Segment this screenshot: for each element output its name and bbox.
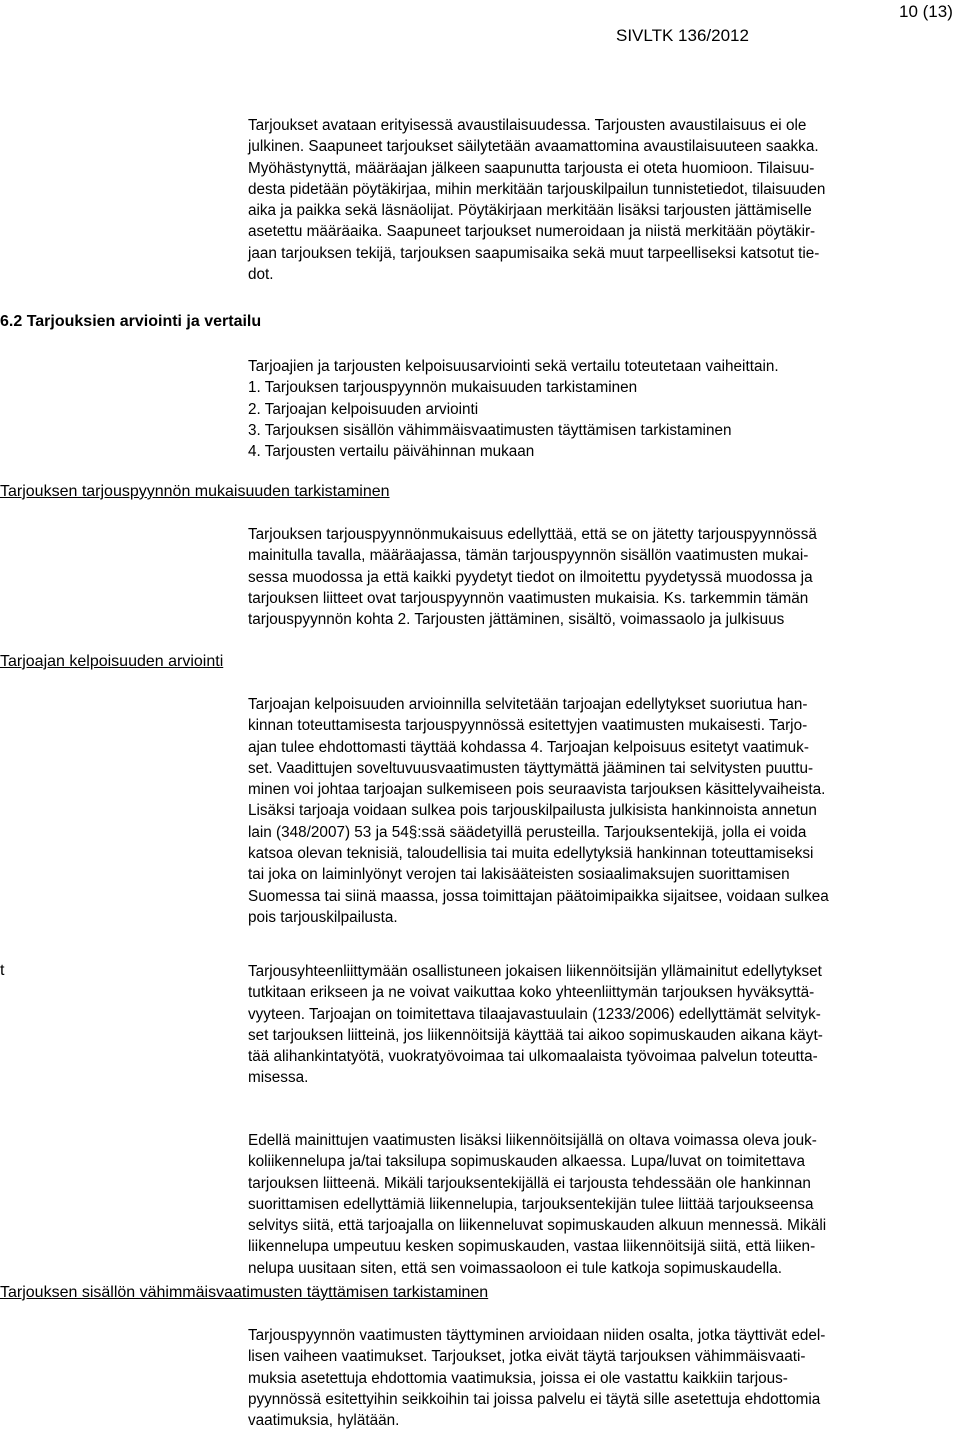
license-paragraph [248, 1130, 960, 1279]
text-line: selvitys siitä, että tarjoajalla on liikenneluvat sopimuskauden alkuun mennessä. Mikäli [248, 1217, 827, 1235]
text-line: nelupa uusitaan siten, että sen voimassaoloon ei tule katkoja sopimuskaudella. [248, 1259, 783, 1277]
text-line: tää alihankintatyötä, vuokratyövoimaa tai ulkomaalaista työvoimaa palvelun toteutta- [248, 1048, 818, 1066]
subheading-minimum-requirements: Tarjouksen sisällön vähimmäisvaatimusten täyttämisen tarkistaminen [0, 1284, 489, 1301]
text-line: lisen vaiheen vaatimukset. Tarjoukset, jotka eivät täytä tarjouksen vähimmäisvaati- [248, 1348, 806, 1366]
text-line: ajan tulee ehdottomasti täyttää kohdassa 4. Tarjoajan kelpoisuus esitetyt vaatimuk- [248, 738, 809, 756]
text-line: liikennelupa umpeutuu kesken sopimuskauden, vastaa liikennöitsijä siitä, että liiken- [248, 1238, 816, 1256]
text-line: lain (348/2007) 53 ja 54§:ssä säädetyillä perusteilla. Tarjouksentekijä, jolla ei voida [248, 823, 807, 841]
text-line: julkinen. Saapuneet tarjoukset säilytetään avaamattomina avaustilaisuuteen saakka. [248, 138, 819, 156]
subheading-conformity: Tarjouksen tarjouspyynnön mukaisuuden tarkistaminen [0, 483, 390, 500]
document-reference: SIVLTK 136/2012 [616, 26, 749, 45]
evaluation-steps [248, 356, 960, 462]
intro-paragraph [248, 115, 960, 285]
list-item: 3. Tarjouksen sisällön vähimmäisvaatimusten täyttämisen tarkistaminen [248, 421, 732, 439]
text-line: Suomessa tai siinä maassa, jossa toimittajan päätoimipaikka sijaitsee, voidaan sulkea [248, 887, 829, 905]
text-line: asetettu määräaika. Saapuneet tarjoukset numeroidaan ja niistä merkitään pöytäkir- [248, 223, 816, 241]
text-line: pyynnössä esitettyihin seikkoihin tai joissa palvelu ei täytä sille asetettuja ehdottomia [248, 1390, 821, 1408]
list-item: 2. Tarjoajan kelpoisuuden arviointi [248, 400, 479, 418]
text-line: koliikennelupa ja/tai taksilupa sopimuskauden alkaessa. Lupa/luvat on toimitettava [248, 1153, 805, 1171]
stray-character: t [0, 962, 5, 979]
text-line: aika ja paikka sekä läsnäolijat. Pöytäkirjaan merkitään lisäksi tarjousten jättämiselle [248, 202, 812, 220]
text-line: jaan tarjouksen tekijä, tarjouksen saapumisaika sekä muut tarpeelliseksi katsotut tie- [248, 244, 820, 262]
text-line: Edellä mainittujen vaatimusten lisäksi liikennöitsijällä on oltava voimassa oleva jouk- [248, 1132, 817, 1149]
list-item: 4. Tarjousten vertailu päivähinnan mukaan [248, 443, 535, 461]
text-line: mainitulla tavalla, määräajassa, tämän tarjouspyynnön sisällön vaatimusten mukai- [248, 547, 809, 565]
text-line: minen voi johtaa tarjoajan sulkemiseen pois seuraavista tarjouksen käsittelyvaiheista. [248, 781, 826, 799]
text-line: set tarjouksen liitteinä, jos liikennöitsijä käyttää tai aikoo sopimuskauden aikana käyt- [248, 1026, 823, 1044]
page-number: 10 (13) [899, 2, 953, 21]
qualification-paragraph [248, 694, 960, 928]
text-line: Lisäksi tarjoaja voidaan sulkea pois tarjouskilpailusta julkisista hankinnoista annetun [248, 802, 817, 820]
text-line: Tarjoajien ja tarjousten kelpoisuusarviointi sekä vertailu toteutetaan vaiheittain. [248, 358, 779, 375]
text-line: Tarjouspyynnön vaatimusten täyttyminen arvioidaan niiden osalta, jotka täyttivät edel- [248, 1327, 826, 1344]
text-line: Tarjoukset avataan erityisessä avaustilaisuudessa. Tarjousten avaustilaisuus ei ole [248, 117, 807, 134]
text-line: desta pidetään pöytäkirjaa, mihin merkitään tarjouskilpailun tunnistetiedot, tilaisuuden [248, 180, 826, 198]
subheading-qualification: Tarjoajan kelpoisuuden arviointi [0, 653, 224, 670]
minimum-requirements-paragraph [248, 1325, 960, 1431]
section-heading: 6.2 Tarjouksien arviointi ja vertailu [0, 313, 262, 330]
text-line: muksia asetettuja ehdottomia vaatimuksia, joissa ei ole vastattu kaikkiin tarjous- [248, 1369, 788, 1387]
text-line: vaatimuksia, hylätään. [248, 1412, 400, 1430]
text-line: pois tarjouskilpailusta. [248, 908, 398, 926]
text-line: Tarjouksen tarjouspyynnönmukaisuus edellyttää, että se on jätetty tarjouspyynnössä [248, 526, 817, 543]
list-item: 1. Tarjouksen tarjouspyynnön mukaisuuden tarkistaminen [248, 379, 638, 397]
text-line: suorittamisen edellyttämiä liikennelupia, tarjouksentekijän tulee liittää tarjoukseensa [248, 1195, 814, 1213]
text-line: Tarjousyhteenliittymään osallistuneen jokaisen liikennöitsijän yllämainitut edellytykset [248, 963, 822, 980]
text-line: sessa muodossa ja että kaikki pyydetyt tiedot on ilmoitettu pyydetyssä muodossa ja [248, 568, 813, 586]
text-line: Myöhästynyttä, määräajan jälkeen saapunutta tarjousta ei oteta huomioon. Tilaisuu- [248, 159, 815, 177]
text-line: tutkitaan erikseen ja ne voivat vaikuttaa koko yhteenliittymän tarjouksen hyväksyttä- [248, 984, 815, 1002]
consortium-paragraph [248, 961, 960, 1089]
text-line: tarjouksen liitteenä. Mikäli tarjouksentekijällä ei tarjousta tehdessään ole hankinnan [248, 1174, 811, 1192]
text-line: misessa. [248, 1069, 309, 1087]
text-line: Tarjoajan kelpoisuuden arvioinnilla selvitetään tarjoajan edellytykset suoriutua han- [248, 696, 808, 713]
conformity-paragraph [248, 524, 960, 630]
text-line: dot. [248, 266, 274, 284]
text-line: kinnan toteuttamisesta tarjouspyynnössä esitettyjen vaatimusten mukaisesti. Tarjo- [248, 717, 808, 735]
text-line: set. Vaadittujen soveltuvuusvaatimusten täyttymättä jääminen tai selvitysten puuttu- [248, 759, 814, 777]
text-line: vyyteen. Tarjoajan on toimitettava tilaajavastuulain (1233/2006) edellyttämät selvityk- [248, 1005, 821, 1023]
text-line: tarjouksen liitteet ovat tarjouspyynnön vaatimusten mukaisia. Ks. tarkemmin tämän [248, 589, 809, 607]
text-line: tarjouspyynnön kohta 2. Tarjousten jättäminen, sisältö, voimassaolo ja julkisuus [248, 611, 785, 629]
text-line: tai joka on laiminlyönyt verojen tai lakisääteisten sosiaalimaksujen suorittamisen [248, 866, 790, 884]
text-line: katsoa olevan teknisiä, taloudellisia tai muita edellytyksiä hankinnan toteuttamiseksi [248, 845, 814, 863]
